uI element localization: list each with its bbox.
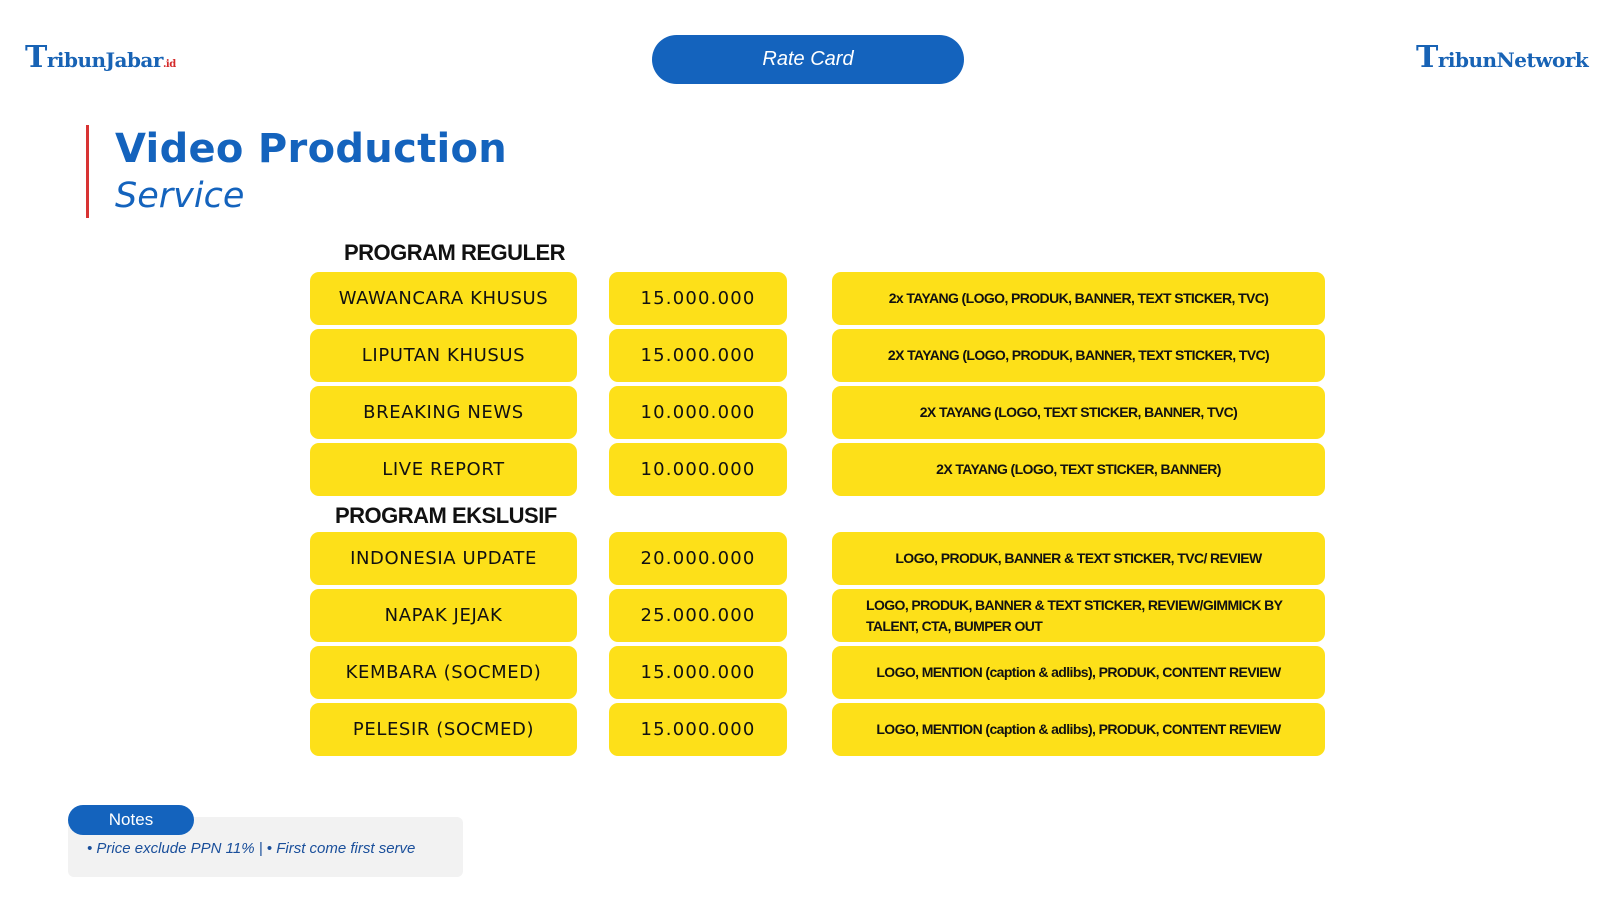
notes-text: • Price exclude PPN 11% | • First come first serve: [87, 840, 416, 857]
program-name-box: PELESIR (SOCMED): [310, 703, 577, 756]
section-program-eksklusif: PROGRAM EKSLUSIF: [335, 503, 557, 528]
program-package-box: LOGO, MENTION (caption & adlibs), PRODUK, CONTENT REVIEW: [832, 703, 1325, 756]
rate-card-pill: Rate Card: [652, 35, 964, 84]
page-title: Video Production: [115, 126, 508, 172]
program-name-box: WAWANCARA KHUSUS: [310, 272, 577, 325]
section-program-reguler: PROGRAM REGULER: [344, 240, 566, 265]
program-price-box: 15.000.000: [609, 272, 787, 325]
program-package-box: 2X TAYANG (LOGO, PRODUK, BANNER, TEXT STICKER, TVC): [832, 329, 1325, 382]
program-package-box: LOGO, PRODUK, BANNER & TEXT STICKER, TVC/ REVIEW: [832, 532, 1325, 585]
program-name-box: KEMBARA (SOCMED): [310, 646, 577, 699]
program-name-box: BREAKING NEWS: [310, 386, 577, 439]
title-accent-bar: [86, 125, 89, 218]
program-name-box: LIVE REPORT: [310, 443, 577, 496]
program-price-box: 20.000.000: [609, 532, 787, 585]
program-price-box: 25.000.000: [609, 589, 787, 642]
program-name-box: LIPUTAN KHUSUS: [310, 329, 577, 382]
program-price-box: 10.000.000: [609, 386, 787, 439]
program-package-box: 2X TAYANG (LOGO, TEXT STICKER, BANNER): [832, 443, 1325, 496]
program-name-box: NAPAK JEJAK: [310, 589, 577, 642]
program-price-box: 15.000.000: [609, 646, 787, 699]
notes-label: Notes: [68, 805, 194, 835]
tribunjabar-logo: TribunJabar.id: [25, 40, 176, 75]
program-package-box: LOGO, PRODUK, BANNER & TEXT STICKER, REVIEW/GIMMICK BY TALENT, CTA, BUMPER OUT: [832, 589, 1325, 642]
program-package-box: LOGO, MENTION (caption & adlibs), PRODUK, CONTENT REVIEW: [832, 646, 1325, 699]
program-package-box: 2x TAYANG (LOGO, PRODUK, BANNER, TEXT STICKER, TVC): [832, 272, 1325, 325]
program-price-box: 15.000.000: [609, 703, 787, 756]
tribunnetwork-logo: TribunNetwork: [1416, 40, 1589, 75]
program-name-box: INDONESIA UPDATE: [310, 532, 577, 585]
page-subtitle: Service: [115, 176, 245, 216]
program-price-box: 15.000.000: [609, 329, 787, 382]
program-package-box: 2X TAYANG (LOGO, TEXT STICKER, BANNER, TVC): [832, 386, 1325, 439]
program-price-box: 10.000.000: [609, 443, 787, 496]
